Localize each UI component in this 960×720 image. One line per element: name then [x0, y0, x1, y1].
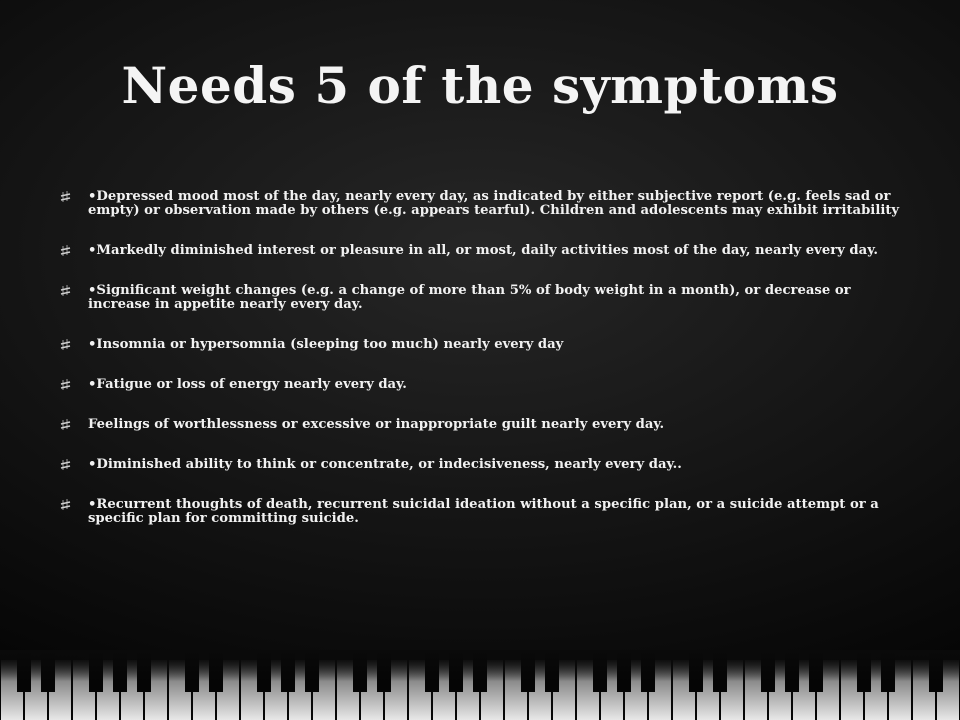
- bullet-text: •Markedly diminished interest or pleasure in all, or most, daily activities most of the day, nearly every day.: [88, 243, 878, 258]
- bullet-text: •Diminished ability to think or concentrate, or indecisiveness, nearly every day..: [88, 457, 682, 472]
- slide-title: Needs 5 of the symptoms: [121, 56, 839, 115]
- bullet-item: [60, 458, 900, 472]
- bullet-item: [60, 190, 900, 218]
- bullet-item: [60, 244, 900, 258]
- music-note-bullet-icon: [60, 339, 71, 351]
- music-note-bullet-icon: [60, 245, 71, 257]
- bullet-item: [60, 498, 900, 526]
- bullet-item: [60, 418, 900, 432]
- bullet-text: •Significant weight changes (e.g. a change of more than 5% of body weight in a month), or decrease or increase in appetite nearly every day.: [88, 283, 851, 312]
- music-note-bullet-icon: [60, 499, 71, 511]
- music-note-bullet-icon: [60, 459, 71, 471]
- bullet-text: •Recurrent thoughts of death, recurrent suicidal ideation without a specific plan, or a suicide attempt or a specific plan for committing suicide.: [88, 497, 879, 526]
- bullet-text: •Fatigue or loss of energy nearly every day.: [88, 377, 407, 392]
- bullet-item: [60, 338, 900, 352]
- music-note-bullet-icon: [60, 285, 71, 297]
- music-note-bullet-icon: [60, 379, 71, 391]
- bullet-text: •Insomnia or hypersomnia (sleeping too much) nearly every day: [88, 337, 564, 352]
- bullet-item: [60, 284, 900, 312]
- music-note-bullet-icon: [60, 419, 71, 431]
- bullet-item: [60, 378, 900, 392]
- bullet-text: Feelings of worthlessness or excessive or inappropriate guilt nearly every day.: [88, 417, 665, 432]
- bullet-text: •Depressed mood most of the day, nearly every day, as indicated by either subjective report (e.g. feels sad or empty) or observation made by others (e.g. appears tearful). Children and adolescents may exhibit irritability: [88, 189, 900, 218]
- music-note-bullet-icon: [60, 191, 71, 203]
- bullet-list: [60, 190, 900, 552]
- piano-keys-decoration: [0, 650, 960, 720]
